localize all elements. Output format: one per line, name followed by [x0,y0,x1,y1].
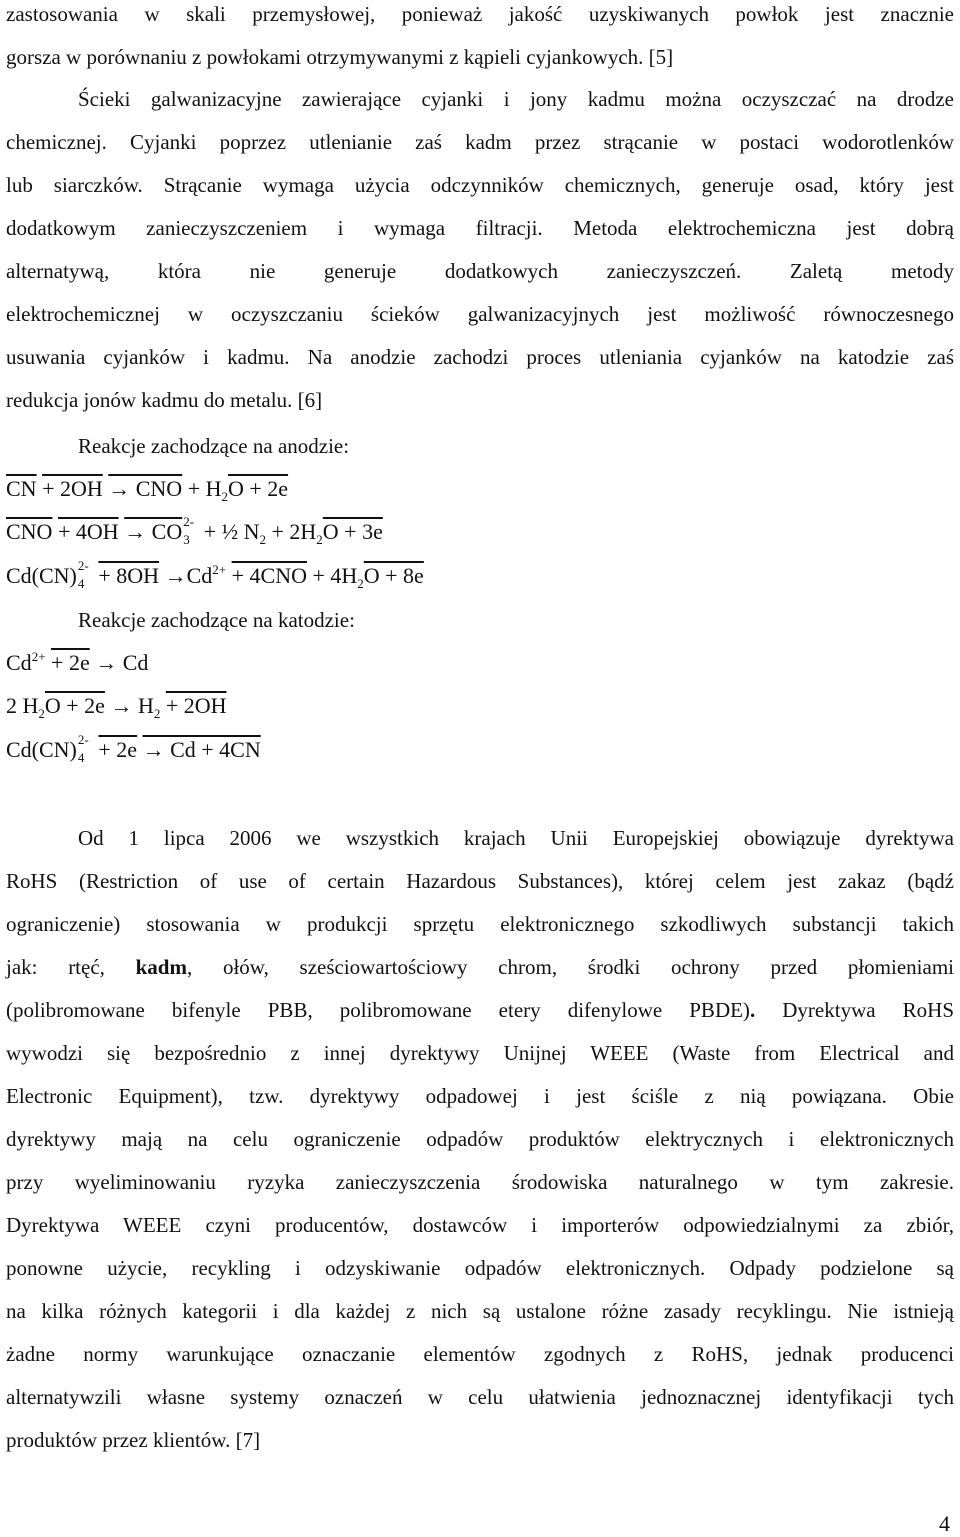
text-line: RoHS (Restriction of use of certain Hazardous Substances), której celem jest zakaz (bądź [6,869,954,893]
anode-equation-2: $\overline{CNO} + 4OH$ → CO 3 2- + ½ $N_2 + 2H_2O + 3e$ [6,514,383,547]
text-line: wywodzi się bezpośrednio z innej dyrektywy Unijnej WEEE (Waste from Electrical and [6,1041,954,1065]
bold-term: kadm [135,955,187,979]
text-line: usuwania cyjanków i kadmu. Na anodzie zachodzi proces utleniania cyjanków na katodzie zaś [6,345,954,369]
text-line: dodatkowym zanieczyszczeniem i wymaga filtracji. Metoda elektrochemiczna jest dobrą [6,216,954,240]
cathode-equation-3: Cd(CN) 4 2- + 2e → Cd + 4CN [6,732,261,765]
text-line: gorsza w porównaniu z powłokami otrzymywanymi z kąpieli cyjankowych. [5] [6,45,674,69]
text-line: zastosowania w skali przemysłowej, ponieważ jakość uzyskiwanych powłok jest znacznie [6,2,954,26]
text-line: chemicznej. Cyjanki poprzez utlenianie zaś kadm przez strącanie w postaci wodorotlenków [6,130,954,154]
text-line: alternatywą, która nie generuje dodatkowych zanieczyszczeń. Zaletą metody [6,259,954,283]
cathode-equation-2: 2 $H_2O + 2e \to H_2 + 2OH$ [6,693,227,721]
page-number: 4 [939,1511,950,1536]
text-line: Dyrektywa WEEE czyni producentów, dostawców i importerów odpowiedzialnymi za zbiór, [6,1213,954,1237]
anode-equation-3: Cd(CN) 4 2- + $8OH \to Cd^{2+} + 4CNO + 4H_2O + 8e$ [6,558,424,591]
text-line: dyrektywy mają na celu ograniczenie odpadów produktów elektrycznych i elektronicznych [6,1127,954,1151]
text-line: produktów przez klientów. [7] [6,1428,261,1452]
cathode-heading: Reakcje zachodzące na katodzie: [78,608,355,632]
cathode-equation-1: $Cd^{2+} + 2e \to Cd$ [6,649,149,675]
text-line: przy wyeliminowaniu ryzyka zanieczyszczenia środowiska naturalnego w tym zakresie. [6,1170,954,1194]
text-line: lub siarczków. Strącanie wymaga użycia odczynników chemicznych, generuje osad, który jest [6,173,954,197]
text-line: Electronic Equipment), tzw. dyrektywy odpadowej i jest ściśle z nią powiązana. Obie [6,1084,954,1108]
text-line: Od 1 lipca 2006 we wszystkich krajach Unii Europejskiej obowiązuje dyrektywa [78,826,954,850]
text-line: Ścieki galwanizacyjne zawierające cyjanki i jony kadmu można oczyszczać na drodze [78,87,954,111]
text-line: jak: rtęć, kadm, ołów, sześciowartościowy chrom, środki ochrony przed płomieniami [6,955,954,979]
text-line: ograniczenie) stosowania w produkcji sprzętu elektronicznego szkodliwych substancji takich [6,912,954,936]
anode-equation-1: $\overline{CN} + 2OH$ → CNO + $H_2O + 2e$ [6,476,289,504]
text-line: (polibromowane bifenyle PBB, polibromowane etery difenylowe PBDE). Dyrektywa RoHS [6,998,954,1022]
text-line: alternatywzili własne systemy oznaczeń w celu ułatwienia jednoznacznej identyfikacji tych [6,1385,954,1409]
text-line: na kilka różnych kategorii i dla każdej z nich są ustalone różne zasady recyklingu. Nie istnieją [6,1299,954,1323]
text-line: ponowne użycie, recykling i odzyskiwanie odpadów elektronicznych. Odpady podzielone są [6,1256,954,1280]
text-line: żadne normy warunkujące oznaczanie elementów zgodnych z RoHS, jednak producenci [6,1342,954,1366]
text-line: redukcja jonów kadmu do metalu. [6] [6,388,323,412]
anode-heading: Reakcje zachodzące na anodzie: [78,434,350,458]
text-line: elektrochemicznej w oczyszczaniu ścieków galwanizacyjnych jest możliwość równoczesnego [6,302,954,326]
